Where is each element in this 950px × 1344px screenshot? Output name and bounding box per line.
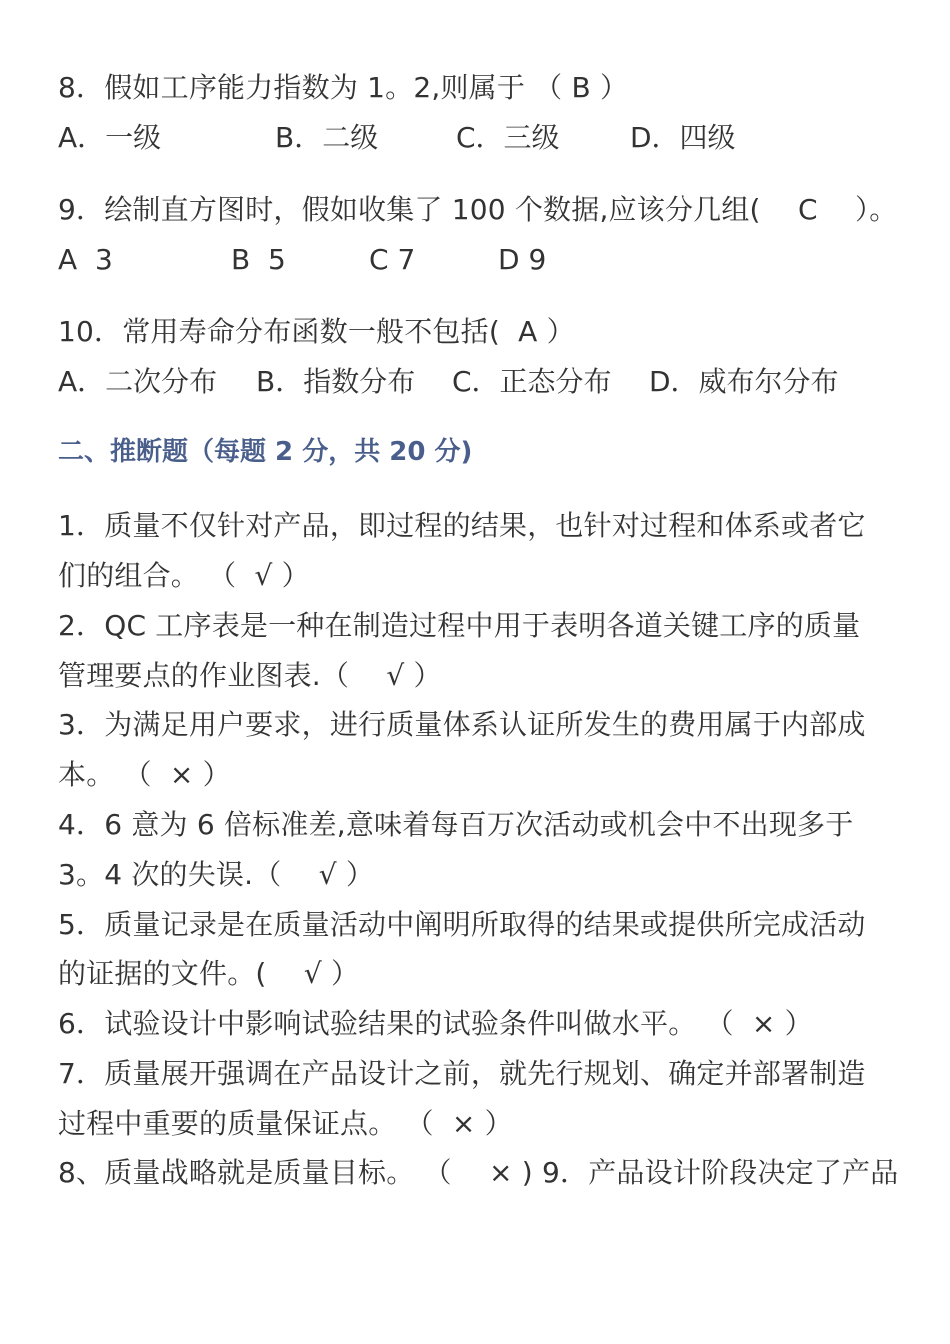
question-8-option-a: A．一级 xyxy=(58,121,162,154)
question-8-option-b: B．二级 xyxy=(275,121,379,154)
question-8-text: 8．假如工序能力指数为 1。2,则属于 （ B ） xyxy=(58,71,629,104)
judgment-line: 8、质量战略就是质量目标。 （ × ) 9．产品设计阶段决定了产品 xyxy=(58,1156,899,1189)
question-9-option-a: A 3 xyxy=(58,243,113,276)
question-10-option-d: D．威布尔分布 xyxy=(649,365,839,398)
judgment-line: 5．质量记录是在质量活动中阐明所取得的结果或提供所完成活动 xyxy=(58,908,866,941)
judgment-line: 2．QC 工序表是一种在制造过程中用于表明各道关键工序的质量 xyxy=(58,609,861,642)
question-9-text: 9．绘制直方图时，假如收集了 100 个数据,应该分几组( C ）。 xyxy=(58,193,898,226)
judgment-line: 3．为满足用户要求，进行质量体系认证所发生的费用属于内部成 xyxy=(58,708,866,741)
judgment-line: 本。 （ × ） xyxy=(58,758,231,791)
judgment-line: 过程中重要的质量保证点。 （ × ） xyxy=(58,1107,513,1140)
question-8-option-c: C．三级 xyxy=(456,121,560,154)
question-10-option-b: B．指数分布 xyxy=(256,365,416,398)
question-9-option-d: D 9 xyxy=(498,243,547,276)
judgment-line: 们的组合。 （ √ ） xyxy=(58,559,310,592)
question-10-option-c: C．正态分布 xyxy=(452,365,612,398)
judgment-line: 7．质量展开强调在产品设计之前，就先行规划、确定并部署制造 xyxy=(58,1057,866,1090)
judgment-line: 6．试验设计中影响试验结果的试验条件叫做水平。 （ × ） xyxy=(58,1007,813,1040)
judgment-line: 的证据的文件。( √ ） xyxy=(58,957,360,990)
question-10-text: 10．常用寿命分布函数一般不包括( A ） xyxy=(58,315,575,348)
question-10-option-a: A．二次分布 xyxy=(58,365,218,398)
question-9-option-c: C 7 xyxy=(369,243,416,276)
question-8-option-d: D．四级 xyxy=(630,121,736,154)
judgment-line: 4．6 意为 6 倍标准差,意味着每百万次活动或机会中不出现多于 xyxy=(58,808,854,841)
judgment-line: 管理要点的作业图表.（ √ ） xyxy=(58,659,442,692)
question-9-option-b: B 5 xyxy=(231,243,286,276)
judgment-line: 1．质量不仅针对产品，即过程的结果，也针对过程和体系或者它 xyxy=(58,509,866,542)
judgment-line: 3。4 次的失误.（ √ ） xyxy=(58,858,375,891)
section-2-heading: 二、推断题（每题 2 分，共 20 分) xyxy=(58,437,473,467)
